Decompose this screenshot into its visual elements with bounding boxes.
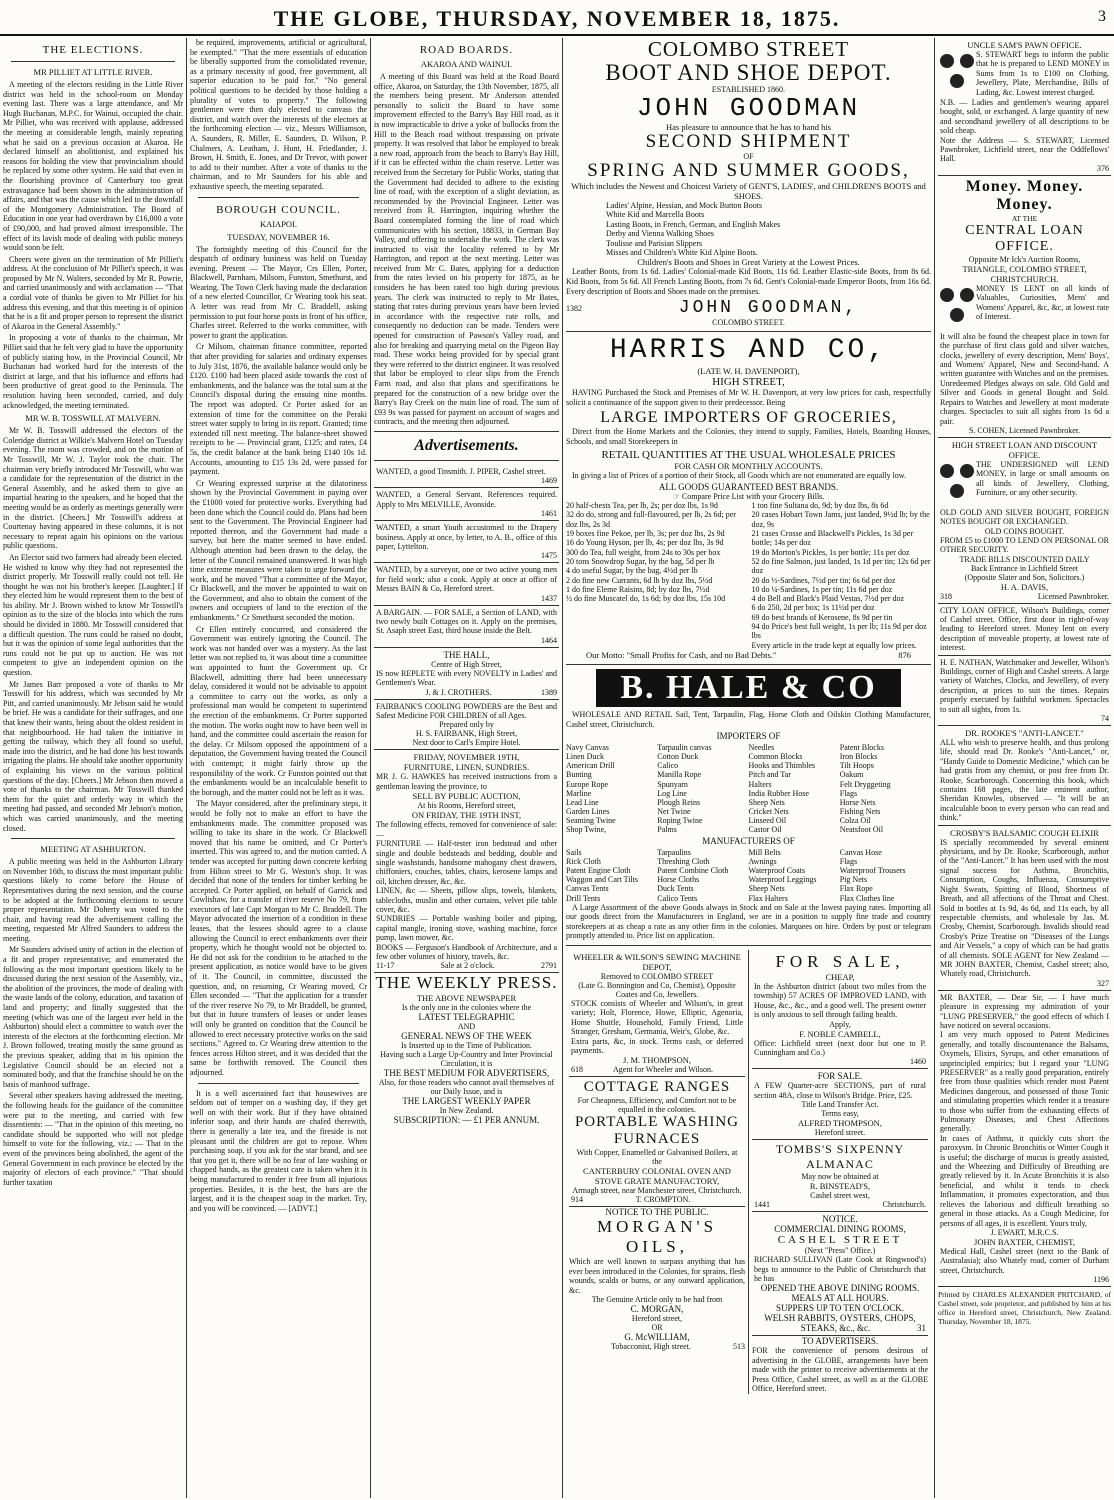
ad-city-loan-office: CITY LOAN OFFICE, Wilson's Buildings, corner of Cashel street. Office, first door in right-of-way leading to Hereford street. Money lent on every description of moveable property, at lowest rate of interest.: [938, 604, 1111, 656]
ad-harris-and-co: HARRIS AND CO, (LATE W. H. DAVENPORT), HIGH STREET, HAVING Purchased the Stock and Premises of Mr W. H. Davenport, at very low prices for cash, respectfully solicit a continuance of the support given to their predecessor. Being LARGE IMPORTERS OF GROCERIES, Direct from the Home Markets and the Colonies, they intend to supply, Families, Hotels, Boarding Houses, Schools, and small Storekeepers in RETAIL QUANTITIES AT THE USUAL WHOLESALE PRICES FOR CASH OR MONTHLY ACCOUNTS. In giving a list of Prices of a portion of their Stock, all Goods which are not enumerated are equally low. ALL GOODS GUARANTEED BEST BRANDS. ☞ Compare Price List with your Grocery Bills. 20 half-chests Tea, per lb, 2s; per doz lbs, 1s 9d 32 do do, strong and full-flavoured, per lb, 2s 6d; per doz lbs, 2s 3d 19 boxes fine Pekoe, per lb, 3s; per doz lbs, 2s 9d 16 do Young Hyson, per lb, 4s; per doz lbs, 3s 9d 300 do Tea, full weight, from 24s to 30s per box 20 tons Snowdrop Sugar, by the bag, 5d per lb 4 do useful Sugar, by the bag, 4½d per lb 2 do fine new Currants, 6d lb by doz lbs, 5½d 1 do fine Eleme Raisins, 8d; by doz lbs, 7½d ½ do fine Muscatel do, 1s 6d; by doz lbs, 15s 10d 1 ton fine Sultana do, 9d; by doz lbs, 8s 6d 20 cases Hobart Town Jams, just landed, 9½d lb; by the doz, 9s 21 cases Crosse and Blackwell's Pickles, 1s 3d per bottle; 14s per doz 19 do Morton's Pickles, 1s per bottle; 11s per doz 52 do fine Salmon, just landed, 1s 1d per tin; 12s 6d per doz 20 do ½-Sardines, 7½d per tin; 6s 6d per doz 10 do ¼-Sardines, 1s per tin; 11s 6d per doz 4 do Bell and Black's Plaid Vestas, 7½d per doz 6 do 250, 2d per box; 1s 11½d per doz 69 do best brands of Kerosene, 8s 9d per tin 94 do Price's best full weight, 1s per lb; 11s 9d per doz lbs Every article in the trade kept at equally low prices. Our Motto: "Small Profits for Cash, and no Bad Debts." 876: [566, 335, 931, 660]
ad-weekly-press: THE WEEKLY PRESS. THE ABOVE NEWSPAPER Is the only one in the colonies where the LATEST TELEGRAPHIC AND GENERAL NEWS OF THE WEEK Is Inserted up to the Time of Publication. Having such a Large Up-Country and Inter Provincial Circulation, it is THE BEST MEDIUM FOR ADVERTISERS, Also, for those readers who cannot avail themselves of our Daily Issue, and is THE LARGEST WEEKLY PAPER In New Zealand. SUBSCRIPTION: — £1 PER ANNUM.: [375, 973, 558, 1126]
article-paragraph: Mr James Barr proposed a vote of thanks to Mr Tosswill for his address, which was seconded by Mr Pitt, and carried unanimously. Mr Jebson said he would be brief. He was a candidate for their suffrages, and one that knew their wants, being about the oldest resident in that neighbourhood. He had taken the initiative in getting the railway, which they all found so useful, made into the district, and he had done his best towards irrigating the plains. He should take another opportunity of explaining his views on the various political questions of the day. [Cheers.] Mr Jebson then moved a vote of thanks to the chairman. Mr Tosswill thanked them for the quiet and orderly way in which the meeting had passed, and seconded Mr Jebson's motion, which was carried unanimously, and the meeting closed.: [3, 679, 183, 833]
ad-hawkes-auction: FRIDAY, NOVEMBER 19TH, FURNITURE, LINEN, SUNDRIES. MR J. G. HAWKES has received instructions from a gentleman leaving the province, to SELL BY PUBLIC AUCTION, At his Rooms, Hereford street, ON FRIDAY, THE 19TH INST, The following effects, removed for convenience of sale: — FURNITURE — Half-tester iron bedstead and other single and double bedsteads and bedding, double and single washstands, handsome mahogany chest drawers, chiffoniers, couches, tables, chairs, kerosene lamps and oil, kitchen dresser, &c, &c. LINEN, &c — Sheets, pillow slips, towels, blankets, tablecloths, muslin and other curtains, velvet pile table cover, &c. SUNDRIES — Portable washing boiler and piping, capital mangle, ironing stove, washing machine, force pump, lawn mower, &c. BOOKS — Ferguson's Handbook of Architecture, and a few other volumes of history, travels, &c. 11-17 Sale at 2 o'clock. 2791: [374, 750, 559, 973]
ad-baxter-lung-preserver: MR BAXTER, — Dear Sir, — I have much pleasure in expressing my admiration of your "LUNG PRESERVER," the good effects of which I have noticed on several occasions. I am very much opposed to Patent Medicines generally, and totally discountenance the Balsams, Oxymels, Elixirs, Syrups, and other emanations of unprincipled empirics; but I regard your "LUNG PRESERVER" as a really good preparation, entirely free from those qualities which render most Patent Medicines dangerous, and possessed of those Tonic and stimulating properties which render it a treasure to those who suffer from the exhausting effects of Pulmonary Diseases, and Chest Affections generally. In cases of Asthma, it quickly cuts short the paroxysm. In Chronic Bronchitis or Winter Cough it is useful; the discharge of mucus is greatly assisted, and the Wheezing and Difficulty of Breathing are greatly relieved by it. In Acute Bronchitis it is also beneficial, and whilst it tends to check Inflammation, it promotes expectoration, and thus relieves the laborious and difficult breathing so general in those attacks. As a Cough Medicine, for persons of all ages, it is excellent. Yours truly, J. EWART, M.R.C.S. JOHN BAXTER, CHEMIST, Medical Hall, Cashel street (next to the Bank of Australasia); also Whately road, corner of Durham street, Christchurch. 1196: [938, 991, 1111, 1287]
ad-the-hall: THE HALL, Centre of High Street, IS now REPLETE with every NOVELTY in Ladies' and Gentlemen's Wear. J. & J. CROTHERS. 1389: [374, 648, 559, 700]
article-paragraph: A public meeting was held in the Ashburton Library on November 16th, to discuss the most important public questions likely to come before the House of Representatives during the next session, and the course to be adopted at the forthcoming elections to secure proper representation. Mr Doherty was voted to the chair, and having read the advertisement calling the meeting, requested Mr Alfred Saunders to address the meeting.: [3, 857, 183, 943]
heading-elections: THE ELECTIONS.: [42, 44, 144, 56]
subheading-akaroa: AKAROA AND WAINUI.: [420, 59, 513, 69]
ad-central-loan-office: Money. Money. Money. AT THE CENTRAL LOAN OFFICE. Opposite Mr Ick's Auction Rooms, TRIANGLE, COLOMBO STREET, CHRISTCHURCH. MONEY IS LENT on all kinds of Valuables, Curiosities, Mens' and Womens' Apparel, &c, &c, at lowest rate of Interest. It will also be found the cheapest place in town for the purchase of first class gold and silver watches, clocks, jewellery of every description, Mens' Boys', and Womens' Apparel, New and Second-hand. A written guarantee with Watches and on the premises. Unredeemed Pledges always on sale. Old Gold and Silver and Goods in general Bought and Sold. Repairs to Watches and Jewellery at most moderate charges. Spectacles to suit all sights from 1s 6d a pair. S. COHEN, Licensed Pawnbroker.: [938, 176, 1111, 438]
page-number: 3: [1098, 8, 1106, 25]
newspaper-title: THE GLOBE, THURSDAY, NOVEMBER 18, 1875.: [273, 6, 841, 31]
ad-dining-rooms: NOTICE. COMMERCIAL DINING ROOMS, CASHEL STREET (Next "Press" Office.) RICHARD SULLIVAN (Late Cook at Ringwood's) begs to announce to the Public of Christchurch that he has OPENED THE ABOVE DINING ROOMS. MEALS AT ALL HOURS. SUPPERS UP TO TEN O'CLOCK. WELSH RABBITS, OYSTERS, CHOPS, STEAKS, &c., &c. 31: [752, 1212, 928, 1336]
divider: [566, 664, 931, 665]
subheading-ashburton: MEETING AT ASHBURTON.: [40, 844, 146, 855]
price-list: 20 half-chests Tea, per lb, 2s; per doz lbs, 1s 9d 32 do do, strong and full-flavoured, per lb, 2s 6d; per doz lbs, 2s 3d 19 boxes fine Pekoe, per lb, 3s; per doz lbs, 2s 9d 16 do Young Hyson, per lb, 4s; per doz lbs, 3s 9d 300 do Tea, full weight, from 24s to 30s per box 20 tons Snowdrop Sugar, by the bag, 5d per lb 4 do useful Sugar, by the bag, 4½d per lb 2 do fine new Currants, 6d lb by doz lbs, 5½d 1 do fine Eleme Raisins, 8d; by doz lbs, 7½d ½ do fine Muscatel do, 1s 6d; by doz lbs, 15s 10d 1 ton fine Sultana do, 9d; by doz lbs, 8s 6d 20 cases Hobart Town Jams, just landed, 9½d lb; by the doz, 9s 21 cases Crosse and Blackwell's Pickles, 1s 3d per bottle; 14s per doz 19 do Morton's Pickles, 1s per bottle; 11s per doz 52 do fine Salmon, just landed, 1s 1d per tin; 12s 6d per doz 20 do ½-Sardines, 7½d per tin; 6s 6d per doz 10 do ¼-Sardines, 1s per tin; 11s 6d per doz 4 do Bell and Black's Plaid Vestas, 7½d per doz 6 do 250, 2d per box; 1s 11½d per doz 69 do best brands of Kerosene, 8s 9d per tin 94 do Price's best full weight, 1s per lb; 11s 9d per doz lbs Every article in the trade kept at equally low prices.: [566, 501, 931, 650]
masthead: [0, 0, 1114, 36]
article-paragraph: Cr Wearing expressed surprise at the dilatoriness shown by the Provincial Government in paying over the £1000 voted for protective works. Everything had been done which the Council could do. Plans had been sent to the Government. The Provincial Engineer had reported thereon, and the Government had made a survey, but here the matter seemed to have ended. Although attention had been drawn to the delay, the letter of the Council remained unanswered. It was high time extreme measures were taken to urge forward the work, and he moved "That a committee of the Mayor, Cr Blackwell, and the mover be appointed to wait on the Government, and also to obtain the consent of the owners and occupiers of land to the erection of the embankments." Cr Smethurst seconded the motion.: [190, 478, 367, 623]
article-paragraph: In proposing a vote of thanks to the chairman, Mr Pilliet said that he felt very glad to have the opportunity of publicly stating how, in the Provincial Council, Mr Buchanan had worked hard for the interests of the district at large, and that his influence and efforts had been productive of great good to the Peninsula. The resolution having been seconded, carried, and duly acknowledged, the meeting terminated.: [3, 333, 183, 410]
ad-fairbank: FAIRBANK'S COOLING POWDERS are the Best and Safest Medicine FOR CHILDREN of all Ages. Prepared only by H. S. FAIRBANK, High Street, Next door to Carl's Empire Hotel.: [374, 700, 559, 751]
article-paragraph: Cheers were given on the termination of Mr Pilliet's address. At the conclusion of Mr Pilliet's speech, it was proposed by Mr N. Walters, seconded by Mr R. Powrie, and carried unanimously and with acclamation — "That a cordial vote of thanks be given to Mr Pilliet for his address this evening, and that this meeting is of opinion that he is a fit and proper person to represent the district of Akaroa in the General Assembly.": [3, 254, 183, 331]
column-1: [0, 38, 186, 1498]
column-3: [370, 38, 562, 1498]
column-4: [562, 38, 934, 1498]
ad-youth: WANTED, a smart Youth accustomed to the Drapery business. Apply at once, by letter, to A. B., office of this paper, Lyttelton. 1475: [374, 521, 559, 563]
divider: [566, 945, 931, 946]
ad-morgans-oils: NOTICE TO THE PUBLIC. MORGAN'S OILS, Which are well known to surpass anything that has ever been introduced in the Colonies, for sprains, flesh wounds, scalds or burns, or any outward application, &c. The Genuine Article only to be had from C. MORGAN, Hereford street, OR G. McWILLIAM, Tobacconist, High street. 513: [569, 1207, 745, 1352]
divider: [198, 197, 359, 198]
article-paragraph: The fortnightly meeting of this Council for the despatch of ordinary business was held on Tuesday evening. Present — The Mayor, Crs Ellen, Porter, Blackwell, Parnham, Milsom, Funston, Smethurst, and Wearing. The Town Clerk having made the declaration of a new elected Councillor, Cr Wearing took his seat. A letter was read from Mr C. Braddell, asking permission to put four horse posts in front of his office, Charles street. Referred to the works committee, with power to grant the application.: [190, 244, 367, 340]
soap-advertorial: It is a well ascertained fact that housewives are seldom out of temper on a washing day, if they get well on with their work. But if they have obtained inferior soap, and their hands are chafed therewith, there is generally a late tea, and the fireside is not pleasant until the children are got to repose. When purchasing soap, if you ask for the star brand, and see that you get it, there will be no fear of late washing or chapped hands, as the greatest care is taken when it is being manufactured to render it free from all injurious properties. Besides, it is the best, the bars are the largest, and it is the cheapest soap in the market. Try, and you will be convinced. — [ADVT.]: [190, 1088, 367, 1213]
article-paragraph: Cr Milsom, chairman finance committee, reported that after providing for salaries and ordinary expenses to July 31st, 1876, the available balance would only be £120. £100 had been placed aside towards the cost of embankments, and the balance was the total sum at the Council's disposal during the ensuing nine months. The report was adopted. Cr Porter asked for an extension of time for the committee on the Peraki street water supply to bring in its report. Granted; time extended till next meeting. The balance-sheet showed receipts to be — Provincial grant, £125; and rates, £4 5s, the credit balance at the bank being £140 10s 1d. Accounts, amounting to £15 13s 2d, were passed for payment.: [190, 342, 367, 477]
article-paragraph: A meeting of this Board was held at the Road Board office, Akaroa, on Saturday, the 13th November, 1875, all the members being present. Mr Anderson attended personally to solicit the Board to have some improvement effected to the Barry's Bay Hill road, as it is now impracticable to drive a yoke of bullocks from the Hill to the Beach road without trespassing on private property. It was resolved that labor be employed to break a new road, approach from the beach to Barry's Bay Hill, if it can be effected within the chain reserve. Letter was received from the Secretary for Public Works, stating that the Government had decided to adhere to the existing line of road, with the exception of a slight deviation, as recommended by the Provincial Engineer. Letter was received from R. Harrington, inquiring whether the Board contemplated forming the line of road which communicates with his section, 18833, in German Bay Valley, and offering to undertake the work. The clerk was instructed to visit the locality referred to by Mr Harrington, and report at the next meeting. Letter was received from Mr C. Bates, applying for a deduction from the rates levied on his property for 1875, as he considers he has been rated too high during previous years. The clerk was instructed to reply to Mr Bates, stating that rates during previous years have been levied in accordance with the respective rate rolls, and consequently no deduction can be made. Tenders were opened for construction of Pawson's Valley road, and also for breaking and quarrying metal on the Pigeon Bay road. These works being provided for by special grant they were referred to the district engineer. It was resolved that labor be employed to clear slips from the French Farm road, and also that plans and specifications be prepared for the construction of a new bridge over the Barry's Bay Creek on the main line of road. The sum of £93 9s was passed for payment on account of wages and contracts, and the meeting then adjourned.: [374, 72, 559, 427]
column-2: [186, 38, 370, 1498]
ad-wheeler-wilson: WHEELER & WILSON'S SEWING MACHINE DEPOT, Removed to COLOMBO STREET (Late G. Bonnington and Co, Chemist), Opposite Coates and Co, Jewellers. STOCK consists of Wheeler and Wilson's, in great variety; Holt, Florence, Howe, Elliptic, Agenoria, Home Shuttle, Household, Family Friend, Little Stranger, Gresham, Germania, Weir's, Globe, &c. Extra parts, &c, in stock. Terms cash, or deferred payments. J. M. THOMPSON, 618 Agent for Wheeler and Wilson.: [569, 950, 745, 1077]
advertisements-heading: Advertisements.: [414, 436, 519, 454]
subheading-date: TUESDAY, NOVEMBER 16.: [227, 231, 330, 242]
ad-almanac: TOMBS'S SIXPENNY ALMANAC May now be obtained at R. BINSTEAD'S, Cashel street west, 1441 Christchurch.: [752, 1140, 928, 1212]
subheading-kaiapoi: KAIAPOI.: [259, 218, 298, 229]
divider: [11, 838, 175, 839]
ad-cottage-ranges: COTTAGE RANGES For Cheapness, Efficiency, and Comfort not to be equalled in the colonies. PORTABLE WASHING FURNACES With Copper, Enamelled or Galvanised Boilers, at the CANTERBURY COLONIAL OVEN AND STOVE GRATE MANUFACTORY, Armagh street, near Manchester street, Christchurch. 914 T. CROMPTON.: [569, 1077, 745, 1207]
subheading-pilliet: MR PILLIET AT LITTLE RIVER.: [33, 67, 153, 77]
article-paragraph: be required, improvements, artificial or agricultural, be exempted." "That the mere essentials of education be liberally supported from the consolidated revenue, as a primary necessity of good, free government, all superior education to be paid for." "No general political questions to be decided by those holding a plurality of votes to property." The following gentlemen were then duly elected to canvass the district, and watch over the interests of the electors at the forthcoming election — viz., Messrs Williamson, A. Saunders, R. Miller, E. Saunders, D. Wilson, P. Chalmers, A. Leatham, J. Hunt, H. Friedlander, J. Brown, H. Smith, E. Jones, and Dr Trevor, with power to add to their number. After a vote of thanks to the chairman, and to Mr Saunders for his able and exhaustive speech, the meeting separated.: [190, 38, 367, 191]
ad-crosby-elixir: CROSBY'S BALSAMIC COUGH ELIXIR IS specially recommended by several eminent physicians, and by Dr. Rooke, Scarborough, author of the "Anti-Lancet." It has been used with the most signal success for Asthma, Bronchitis, Consumption, Coughs, Influenza, Consumptive Night Sweats, Spitting of Blood, Shortness of Breath, and all affections of the Throat and Chest. Sold in bottles at 1s 9d, 4s 6d, and 11s each, by all respectable chemists, and wholesale by Jas. M. Crosby, Chemist, Scarborough. Invalids should read Crosby's Prize Treatise on "Diseases of the Lungs and Air Vessels," a copy of which can be had gratis of all chemists. SOLE AGENT for New Zealand — MR JOHN BAXTER, Chemist, Cashel street; also, Whately road, Christchurch. 327: [938, 826, 1111, 991]
divider: [374, 460, 559, 461]
ad-for-sale-ashburton: FOR SALE, CHEAP, In the Ashburton district (about two miles from the township) 57 ACRES OF IMPROVED LAND, with House, &c., &c., and a good well. The present owner is only anxious to sell through failing health. Apply, F. NOBLE CAMBELL, Office: Lichfield street (next door but one to P. Cunningham and Co.) 1460: [752, 950, 928, 1069]
article-paragraph: The Mayor considered, after the preliminary steps, it would be folly not to make an effort to have the embankments made. The committee proposed was willing to take its share in the work. Cr Blackwell moved that his name be omitted, and Cr Porter's inserted. This was agreed to, and the motion carried. A tender was accepted for putting down concrete kerbing from Hilton street to Mr G. Weston's shop. It was decided that none of the tenders for timber kerbing be accepted. Cr Porter applied, on behalf of Garrick and Cowlishaw, for a transfer of river reserve No 79, from executors of late Capt Morgan to Mr C. Braddell. The Mayor advocated the insertion of a condition in these leases, that the lessees should agree to a clause allowing the Council to erect embankments over their property, which he thought would not be objected to. He did not ask for the condition to be attached to the present application, as notice would have to be given of it. The Council, in committee, discussed the question, and, on resuming, Cr Wearing moved, Cr Ellen seconded — "That the application for a transfer of the river reserve No 79, to Mr Braddell, be granted, but that in future transfers of leases or under leases will only be granted on condition that the Council be allowed to erect necessary protective works on the said sections." Agreed to. Cr Wearing drew attention to the fences across Hilton street, and it was decided that the same be forthwith removed. The Council then adjourned.: [190, 799, 367, 1077]
ad-to-advertisers: TO ADVERTISERS. FOR the convenience of persons desirous of advertising in the GLOBE, arrangements have been made with the printer to receive advertisements at the Press Office, Cashel street, as well as at the GLOBE Office, Hereford street.: [752, 1336, 928, 1394]
lower-right: [748, 950, 931, 1394]
ad-nathan-watchmaker: H. E. NATHAN, Watchmaker and Jeweller, Wilson's Buildings, corner of High and Cashel streets. A large variety of Watches, Clocks, and Jewellery, of every description, at prices to suit the times. Repairs properly executed by faithful workmen. Spectacles to suit all sights, from 1s. 74: [938, 656, 1111, 726]
ad-b-hale-and-co: B. HALE & CO WHOLESALE AND RETAIL Sail, Tent, Tarpaulin, Flag, Horse Cloth and Oilskin Clothing Manufacturer, Cashel street, Christchurch. IMPORTERS OF Navy Canvas Linen Duck American Drill Bunting Europe Rope Marline Lead Line Garden Lines Seaming Twine Shop Twine, Tarpaulin canvas Cotton Duck Calico Manilla Rope Spunyarn Log Line Plough Reins Net Twine Roping Twine Palms Needles Common Blocks Hooks and Thimbles Pitch and Tar Halters India Rubber Hose Sheep Nets Cricket Nets Linseed Oil Castor Oil Patent Blocks Iron Blocks Tilt Hoops Oakum Felt Dryggeting Flags Horse Nets Fishing Nets Colza Oil Neatsfoot Oil MANUFACTURERS OF Sails Rick Cloth Patent Engine Cloth Waggon and Cart Tilts Canvas Tents Drill Tents Tarpaulins Threshing Cloth Patent Combine Cloth Horse Cloths Duck Tents Calico Tents Mill Belts Awnings Waterproof Coats Waterproof Leggings Sheep Nets Flax Halters Canvas Hose Flags Waterproof Trousers Pig Nets Flax Rope Flax Clothes line A Large Assortment of the above Goods always in Stock and on Sale at the lowest paying rates. Importing all our goods direct from the Manufacturers in England, we are in a position to supply fine trade and country storekeepers at as cheap a rate as any other firm in the colonies. Marquees on hire. Orders by post or telegram promptly attended to. Price list on application.: [566, 668, 931, 941]
ad-rookes-anti-lancet: DR. ROOKE'S "ANTI-LANCET." ALL who wish to preserve health, and thus prolong life, should read Dr. Rooke's "Anti-Lancet," or, "Handy Guide to Domestic Medicine," which can be had gratis from any chemist, or post free from Dr. Rooke, Scarborough. Concerning this book, which contains 168 pages, the late eminent author, Sheridan Knowles, observed — "It will be an incalculable boon to every person who can read and think.": [938, 726, 1111, 826]
article-paragraph: A meeting of the electors residing in the Little River district was held in the school-room on Monday evening last. There was a large attendance, and Mr Hugh Buchanan, M.P.C. for Wainui, occupied the chair. Mr Pilliet, who was received with applause, addressed the meeting at considerable length, mainly repeating what he said on a previous occasion at Akaroa. He declared himself an abolitionist, and explained his reasons for holding the view that provincialism should be replaced by some other system. He said that even in the flourishing province of Canterbury too great extravagance had been shown in the administration of affairs, and that was the cause which led to the downfall of the Montgomery Administration. The Board of Education in one year had overdrawn by £16,000 a vote of £90,000, and had proved almost irresponsible. The effect of its lavish mode of dealing with public moneys would soon be felt.: [3, 80, 183, 253]
lower-left: [566, 950, 748, 1394]
divider: [566, 331, 931, 332]
divider: [198, 1083, 359, 1084]
lower-split: [566, 950, 931, 1394]
divider: [374, 431, 559, 432]
ad-servant: WANTED, a General Servant. References required. Apply to Mrs MELVILLE, Avonside. 1461: [374, 488, 559, 521]
article-paragraph: Cr Ellen entirely concurred, and considered the Government was entirely ignoring the Council. The work was not handed over was a mystery. As the last letter was not replied to, it was about time a committee was appointed to hunt the Government up. Cr Blackwell, admitting there had been unnecessary delay, considered it would not be advisable to appoint a committee to carry out the works, as only a professional man would be competent to superintend the erection of the embankments. Cr Porter supported the motion. The works ought now to have been well in hand, and the committee could ascertain the reason for the delay. Cr Milsom opposed the appointment of a deputation, the Government having treated the Council with contempt; it might fairly throw up the responsibility of the work. Cr Funston pointed out that the embankments would be an incalculable benefit to the borough, and the matter could not be left as it was.: [190, 624, 367, 797]
ad-boot-and-shoe-depot: COLOMBO STREET BOOT AND SHOE DEPOT. ESTABLISHED 1860. JOHN GOODMAN Has pleasure to announce that he has to hand his SECOND SHIPMENT OF SPRING AND SUMMER GOODS, Which includes the Newest and Choicest Variety of GENT'S, LADIES', and CHILDREN'S BOOTS and SHOES. Ladies' Alpine, Hessian, and Mock Button Boots White Kid and Marcella Boots Lasting Boots, in French, German, and English Makes Derby and Vienna Walking Shoes Toulisse and Parisian Slippers Misses and Children's White Kid Alpine Boots. Children's Boots and Shoes in Great Variety at the Lowest Prices. Leather Boots, from 1s 6d. Ladies' Colonial-made Kid Boots, 11s 6d. Leather Elastic-side Boots, from 8s 6d. Kid Boots, from 5s 6d. All French Lasting Boots, from 7s 6d. Gent's Colonial-made Emperor Boots, from 16s 6d. Every description of Boots and Shoes made on the premises. 1382 JOHN GOODMAN, COLOMBO STREET.: [566, 38, 931, 328]
ad-for-sale-sections: FOR SALE. A FEW Quarter-acre SECTIONS, part of rural section 48A, close to Wilson's Bridge. Price, £25. Title Land Transfer Act. Terms easy, ALFRED THOMPSON, Hereford street.: [752, 1069, 928, 1140]
heading-borough-council: BOROUGH COUNCIL.: [216, 203, 341, 216]
article-paragraph: Several other speakers having addressed the meeting, the following heads for the guidance of the committee were put to the meeting, and carried with few dissentients: — "That in the opinion of this meeting, no candidate should be supported who will not pledge himself to vote for the following, viz.: — That in the event of the provinces being abolished, the agent of the General Government in each province be elected by the majority of electors of each province." "That should further taxation: [3, 1091, 183, 1187]
article-paragraph: Mr W. B. Tosswill addressed the electors of the Coleridge district at Wilkie's Malvern Hotel on Tuesday evening. The room was crowded, and on the motion of Mr Tosswill, Mr W. J. Taylor took the chair. The chairman very briefly introduced Mr Tosswill, who was a candidate for the representation of the district in the General Assembly, and he asked them to give an impartial hearing to the speakers, and he hoped that the meeting would be as orderly as meetings generally were in the district. [Cheers.] Mr Tosswill's address at Courtenay having appeared in these columns, it is not necessary to repeat again his opinions on the various public questions.: [3, 426, 183, 551]
column-5: [934, 38, 1114, 1498]
subheading-tosswill: MR W. B. TOSSWILL AT MALVERN.: [25, 413, 161, 424]
ad-uncle-sams-pawn: UNCLE SAM'S PAWN OFFICE. S. STEWART begs to inform the public that he is prepared to LEND MONEY in Sums from 1s to £100 on Clothing, Jewellery, Plate, Merchandise, Bills of Lading, &c. Lowest interest charged. N.B. — Ladies and gentlemen's wearing apparel bought, sold, or exchanged. A large quantity of new and secondhand jewellery of all descriptions to be sold cheap. Note the Address — S. STEWART, Licensed Pawnbroker, Lichfield street, near the Oddfellows' Hall. 376: [938, 38, 1111, 176]
ad-bargain: A BARGAIN. — FOR SALE, a Section of LAND, with two newly built Cottages on it. Apply on the premises, St. Asaph street East, third house inside the Belt. 1464: [374, 606, 559, 648]
ad-surveyor: WANTED, by a surveyor, one or two active young men for field work; also a cook. Apply at once at office of Messrs BAIN & Co, Hereford street. 1437: [374, 563, 559, 605]
heading-road-boards: ROAD BOARDS.: [419, 44, 514, 56]
article-paragraph: An Elector said two farmers had already been elected. He wished to know why they had not represented the district properly. Mr Tosswill really could not tell. He thought he was not his brother's keeper. [Laughter.] If they elected him he would represent them to the best of his ability. Mr J. Brown wished to know Mr Tosswill's opinion as to the size of the blocks into which the runs should be divided in 1880. Mr Tosswill considered that a difficult question. The runs could be raised no doubt, but it was the opinion of some legal authorities that the runs could not be put up to auction. He was not competent to give an independent opinion on the question.: [3, 552, 183, 678]
ad-tinsmith: WANTED, a good Tinsmith. J. PIPER, Cashel street. 1469: [374, 465, 559, 488]
printer-imprint: Printed by CHARLES ALEXANDER PRITCHARD, of Cashel street, sole proprietor, and published by him at his office in Hereford street, Christchurch, New Zealand. Thursday, November 18, 1875.: [938, 1290, 1111, 1327]
pawnbroker-balls-icon: [940, 50, 976, 98]
ad-high-street-loan: HIGH STREET LOAN AND DISCOUNT OFFICE. THE UNDERSIGNED will LEND MONEY, in large or small amounts on all kinds of Jewellery, Clothing, Furniture, or any other security. OLD GOLD AND SILVER BOUGHT, FOREIGN NOTES BOUGHT OR EXCHANGED. OLD COINS BOUGHT. FROM £5 to £1000 TO LEND ON PERSONAL OR OTHER SECURITY. TRADE BILLS DISCOUNTED DAILY Back Entrance in Lichfield Street (Opposite Slater and Son, Solicitors.) H. A. DAVIS, 318 Licensed Pawnbroker.: [938, 438, 1111, 604]
article-paragraph: Mr Saunders advised unity of action in the election of a fit and proper representative; and enumerated the following as the most important questions likely to be discussed during the next session of the Assembly, viz., the abolition of the provinces, the mode of dealing with the waste lands of the colony, education, and taxation of land and property; and finally suggested that the meeting (which was one of the largest ever held in the Ashburton) should elect a committee to watch over the interests of the electors at the forthcoming election. Mr J. Brown followed, treating mostly the same ground as the previous speaker, adding that in his opinion the Legislative Council should be an elected not a nominated body, and that the franchise should be on the basis of manhood suffrage.: [3, 945, 183, 1089]
divider: [11, 61, 175, 62]
pawnbroker-balls-icon: [940, 284, 976, 332]
pawnbroker-balls-icon: [940, 460, 976, 508]
